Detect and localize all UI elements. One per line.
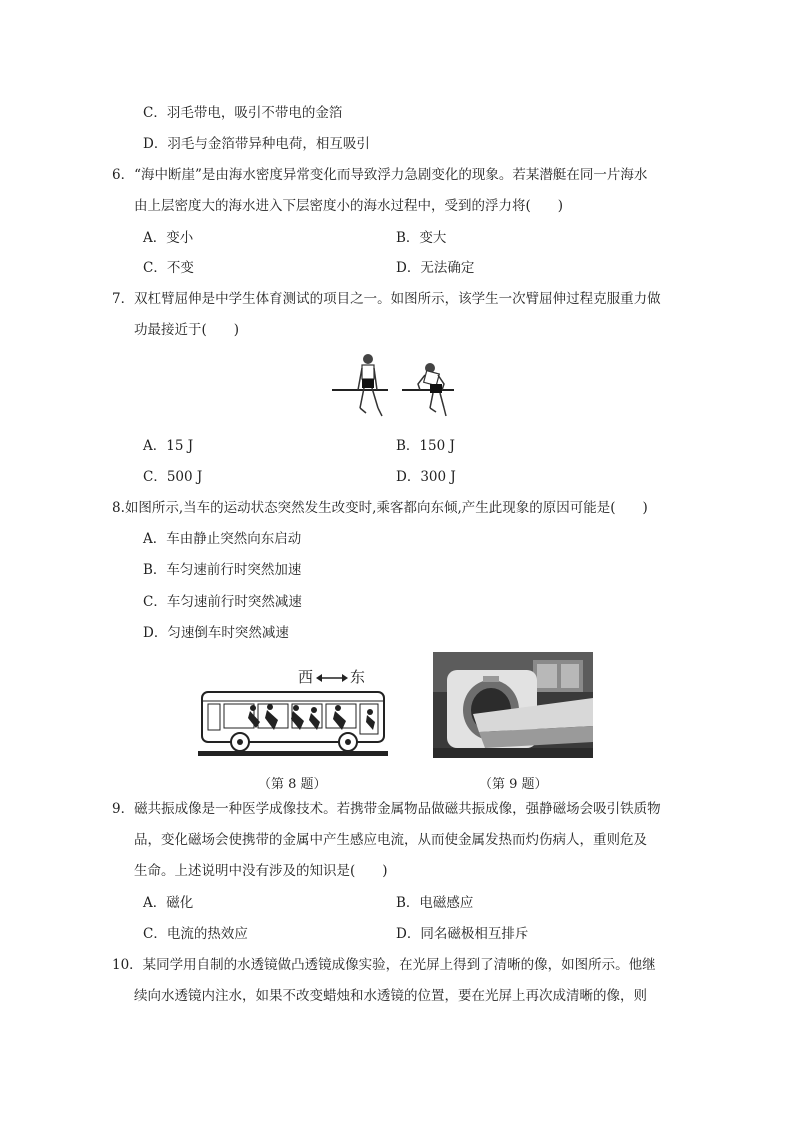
- q7-stem-line2: 功最接近于( ): [134, 322, 240, 338]
- q8-option-b: B．车匀速前行时突然加速: [143, 562, 302, 578]
- q9-stem-line2: 品，变化磁场会使携带的金属中产生感应电流，从而使金属发热而灼伤病人，重则危及: [134, 832, 647, 848]
- q6-option-c: C．不变: [143, 260, 194, 276]
- q9-option-c: C．电流的热效应: [143, 926, 248, 942]
- figure-9-caption: （第 9 题）: [479, 777, 548, 792]
- q7-option-c: C．500 J: [143, 469, 203, 485]
- q8-option-a: A．车由静止突然向东启动: [143, 531, 302, 547]
- q7-stem-line1: 7．双杠臂屈伸是中学生体育测试的项目之一。如图所示，该学生一次臂屈伸过程克服重力做: [112, 291, 661, 307]
- q9-stem-line1: 9．磁共振成像是一种医学成像技术。若携带金属物品做磁共振成像，强静磁场会吸引铁质物: [112, 801, 661, 817]
- west-label: 西: [298, 668, 314, 686]
- q5-option-d: D．羽毛与金箔带异种电荷，相互吸引: [143, 136, 370, 152]
- q6-option-a: A．变小: [143, 230, 194, 246]
- q6-option-b: B．变大: [396, 230, 447, 246]
- east-label: 东: [350, 668, 366, 686]
- q7-option-d: D．300 J: [396, 469, 456, 485]
- q9-option-d: D．同名磁极相互排斥: [396, 926, 529, 942]
- q6-stem-line1: 6．“海中断崖”是由海水密度异常变化而导致浮力急剧变化的现象。若某潜艇在同一片海水: [112, 167, 648, 183]
- q8-option-d: D．匀速倒车时突然减速: [143, 625, 289, 641]
- q9-option-a: A．磁化: [143, 895, 194, 911]
- q5-option-c: C．羽毛带电，吸引不带电的金箔: [143, 105, 343, 121]
- bus-icon: [198, 688, 388, 758]
- q7-option-a: A．15 J: [143, 438, 194, 454]
- q10-stem-line1: 10．某同学用自制的水透镜做凸透镜成像实验，在光屏上得到了清晰的像，如图所示。他继: [112, 957, 656, 973]
- figure-8-caption: （第 8 题）: [258, 777, 327, 792]
- q10-stem-line2: 续向水透镜内注水，如果不改变蜡烛和水透镜的位置，要在光屏上再次成清晰的像，则: [134, 988, 647, 1004]
- q6-option-d: D．无法确定: [396, 260, 475, 276]
- parallel-bar-dip-figure: [330, 350, 460, 422]
- q8-stem-line1: 8.如图所示,当车的运动状态突然发生改变时,乘客都向东倾,产生此现象的原因可能是( ): [112, 500, 648, 516]
- q9-stem-line3: 生命。上述说明中没有涉及的知识是( ): [134, 863, 388, 879]
- q6-stem-line2: 由上层密度大的海水进入下层密度小的海水过程中，受到的浮力将( ): [134, 198, 564, 214]
- bus-figure: [198, 664, 388, 759]
- q8-option-c: C．车匀速前行时突然减速: [143, 594, 302, 610]
- q7-option-b: B．150 J: [396, 438, 455, 454]
- mri-machine-photo: [433, 652, 593, 758]
- q9-option-b: B．电磁感应: [396, 895, 474, 911]
- direction-arrow-icon: [316, 672, 348, 684]
